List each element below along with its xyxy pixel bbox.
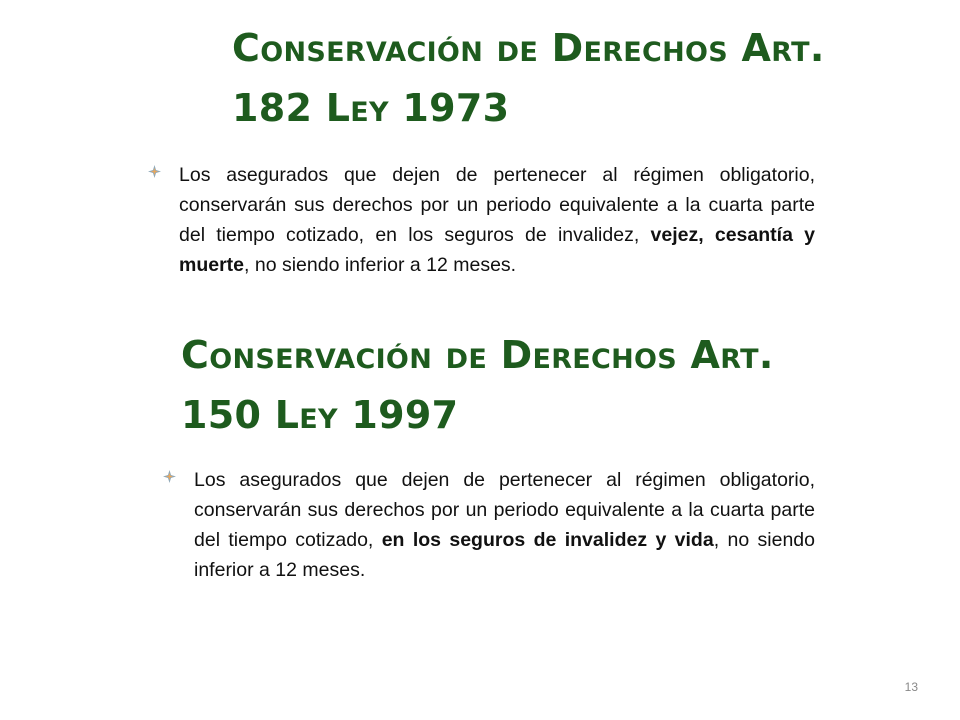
section-title-line1: Conservación de Derechos Art. [232,26,825,70]
section-title-line1: Conservación de Derechos Art. [181,333,774,377]
section-title-1997 [181,325,774,445]
paragraph-text: Los asegurados que dejen de pertenecer al régimen obligatorio, conservarán sus derechos por un periodo equivalente a la cuarta parte del tiempo cotizado, [194,469,815,551]
paragraph-text-end: , no siendo inferior a 12 meses. [194,529,815,581]
bullet-item-law-1973 [148,160,815,280]
section-title-1982 [232,18,825,138]
section-title-line2: 150 Ley 1997 [181,393,459,437]
bullet-paragraph [194,465,815,585]
paragraph-text-end: , no siendo inferior a 12 meses. [244,254,517,276]
compass-star-bullet-icon [148,165,161,178]
paragraph-bold-text: vejez, cesantía y muerte [179,224,815,276]
compass-star-bullet-icon [163,470,176,483]
bullet-item-law-1997 [163,465,815,585]
bullet-paragraph [179,160,815,280]
page-number: 13 [904,680,918,694]
paragraph-text: Los asegurados que dejen de pertenecer al régimen obligatorio, conservarán sus derechos por un periodo equivalente a la cuarta parte del tiempo cotizado, en los seguros de invalidez, [179,164,815,246]
paragraph-bold-text: en los seguros de invalidez y vida [381,529,714,551]
section-title-line2: 182 Ley 1973 [232,86,510,130]
